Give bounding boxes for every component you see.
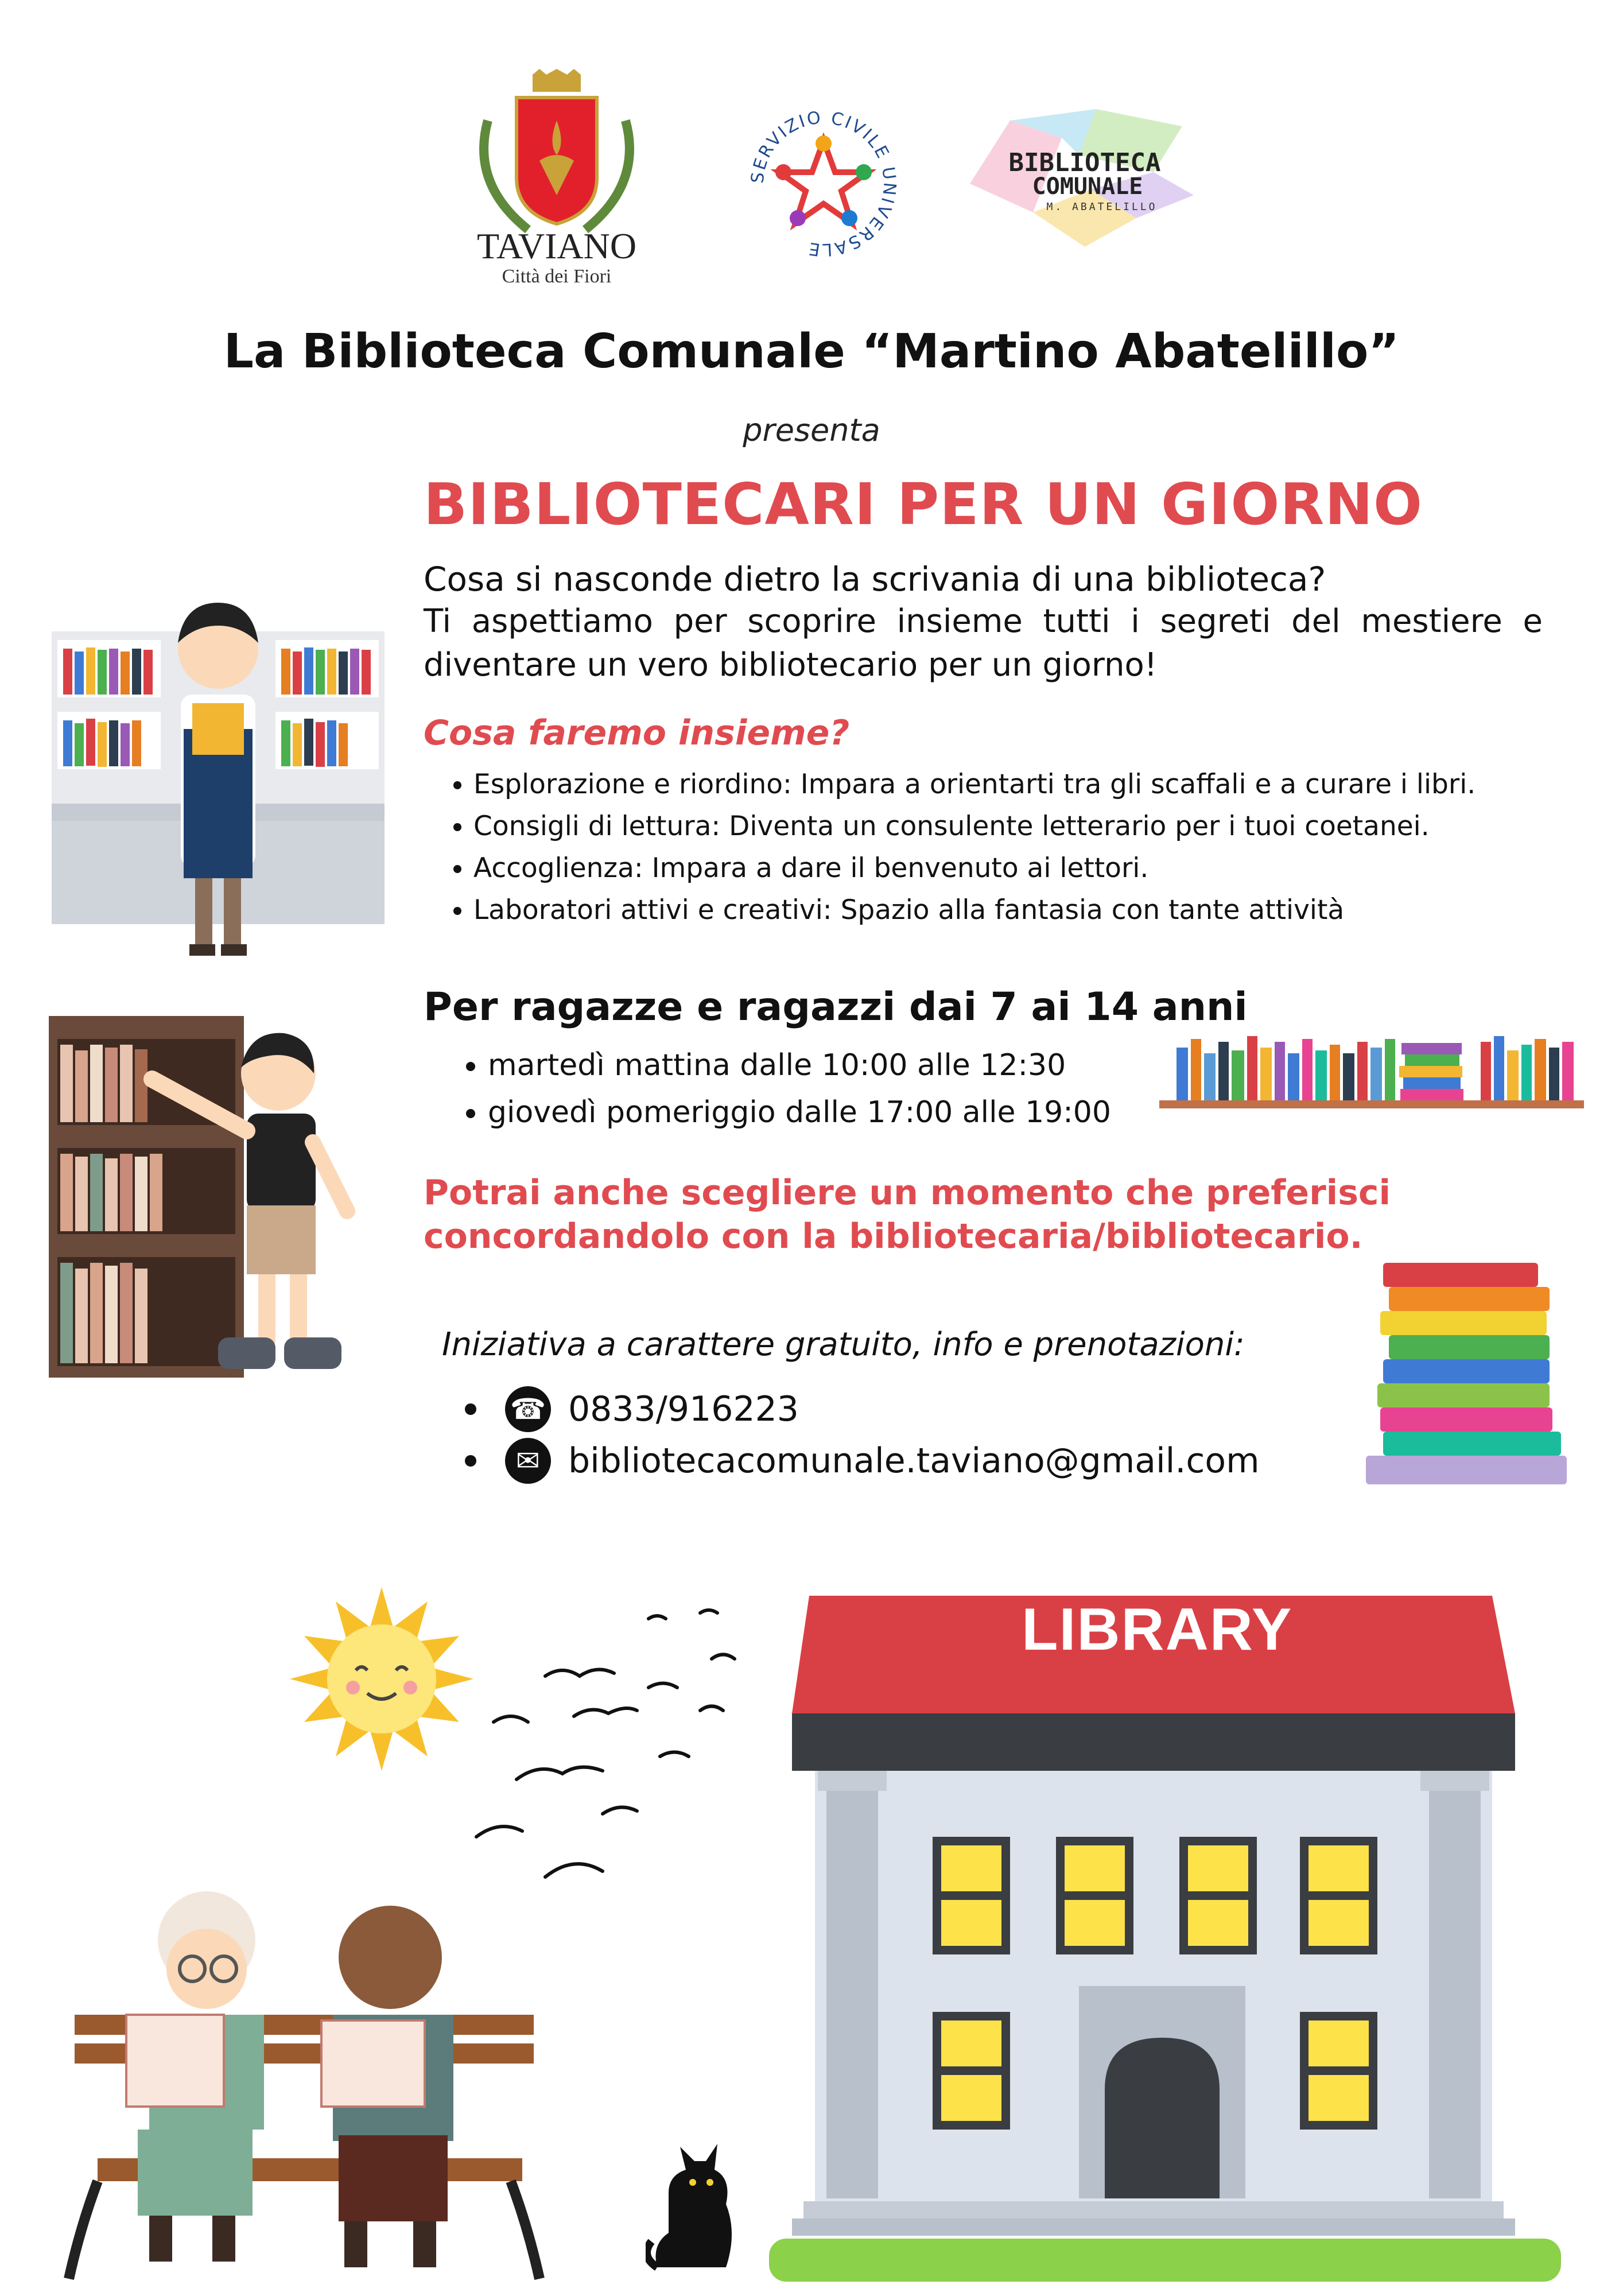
boy-bookshelf-illustration [49, 1016, 382, 1412]
list-item: • Accoglienza: Impara a dare il benvenuto ai lettori. [473, 847, 1476, 889]
list-item: • giovedì pomeriggio dalle 17:00 alle 19:00 [488, 1089, 1111, 1136]
intro-body: Ti aspettiamo per scoprire insieme tutti i segreti del mestiere e diventare un vero bibliotecario per un giorno! [424, 603, 1543, 684]
birds-illustration [459, 1607, 781, 1906]
email-contact [465, 1438, 1260, 1484]
phone-icon: ☎ [505, 1386, 551, 1432]
black-cat-icon [646, 2130, 755, 2273]
books [1177, 1036, 1574, 1100]
elderly-couple-reading-illustration [63, 1883, 545, 2285]
phone-number[interactable]: 0833/916223 [568, 1389, 799, 1429]
book-shelf-illustration [1159, 1025, 1584, 1111]
library-building-illustration [769, 1578, 1561, 2290]
servizio-civile-universale-logo [740, 100, 907, 267]
choose-moment-note: Potrai anche scegliere un momento che preferisci concordandolo con la bibliotecaria/bibliotecario. [424, 1173, 1391, 1256]
biblioteca-label-line1: BIBLIOTECA [1008, 148, 1161, 177]
intro-question: Cosa si nasconde dietro la scrivania di una biblioteca? [424, 560, 1326, 599]
info-lead: Iniziativa a carattere gratuito, info e prenotazioni: [442, 1326, 1245, 1363]
list-item: • Esplorazione e riordino: Impara a orientarti tra gli scaffali e a curare i libri. [473, 763, 1476, 805]
email-address[interactable]: bibliotecacomunale.taviano@gmail.com [568, 1441, 1260, 1481]
schedule-list [459, 1042, 1111, 1136]
list-item: • Consigli di lettura: Diventa un consulente letterario per i tuoi coetanei. [473, 805, 1476, 847]
svg-text:SERVIZIO CIVILE UNIVERSALE [748, 107, 900, 259]
page-title: La Biblioteca Comunale “Martino Abatelillo” [223, 324, 1400, 379]
taviano-coat-of-arms-logo [448, 69, 666, 287]
taviano-name: TAVIANO [476, 226, 637, 266]
presenta-label: presenta [743, 412, 880, 448]
list-item: • martedì mattina dalle 10:00 alle 12:30 [488, 1042, 1111, 1089]
sun-icon [287, 1584, 476, 1774]
biblioteca-label-line3: M. ABATELILLO [1046, 201, 1158, 213]
library-sign: LIBRARY [1022, 1596, 1293, 1663]
age-heading: Per ragazze e ragazzi dai 7 ai 14 anni [424, 984, 1248, 1030]
taviano-motto: Città dei Fiori [502, 266, 612, 287]
book-stack-illustration [1366, 1251, 1572, 1492]
event-headline: BIBLIOTECARI PER UN GIORNO [424, 471, 1423, 538]
list-item: • Laboratori attivi e creativi: Spazio alla fantasia con tante attività [473, 889, 1476, 931]
phone-contact [465, 1386, 799, 1432]
bullet [465, 1403, 476, 1415]
activities-heading: Cosa faremo insieme? [424, 713, 850, 753]
bullet [465, 1455, 476, 1467]
biblioteca-label-line2: COMUNALE [1032, 173, 1143, 200]
bookshelf [57, 1039, 235, 1366]
biblioteca-comunale-logo [964, 103, 1205, 258]
librarian-illustration [52, 585, 385, 970]
scu-label: SERVIZIO CIVILE UNIVERSALE [747, 107, 900, 260]
envelope-icon: ✉ [505, 1438, 551, 1484]
activities-list [442, 763, 1476, 931]
